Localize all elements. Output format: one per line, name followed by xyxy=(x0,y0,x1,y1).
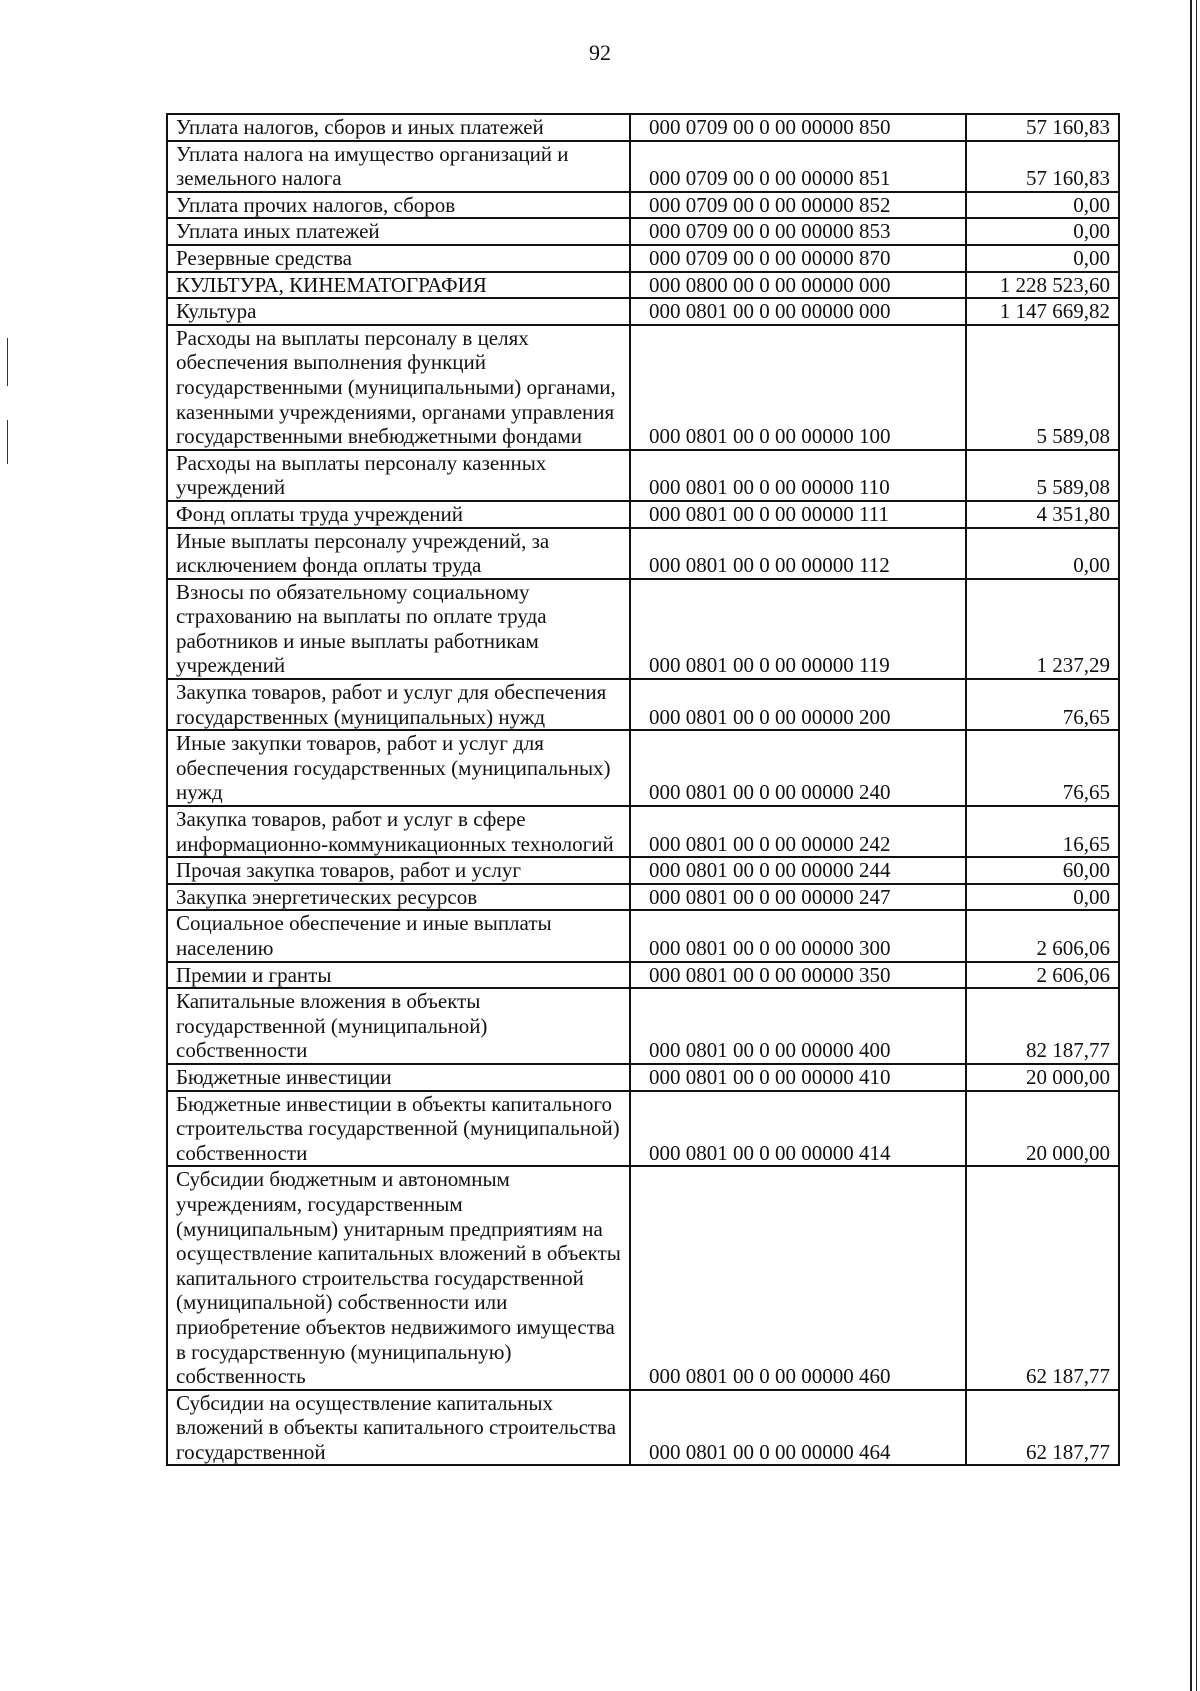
row-amount-cell: 60,00 xyxy=(966,857,1119,884)
table-row xyxy=(167,192,1119,219)
row-code-cell: 000 0801 00 0 00 00000 119 xyxy=(630,579,966,679)
table-row xyxy=(167,501,1119,528)
scan-edge-line xyxy=(1196,0,1197,1691)
table-row xyxy=(167,1390,1119,1466)
table-row xyxy=(167,325,1119,450)
row-name-cell: Закупка товаров, работ и услуг для обеспечения государственных (муниципальных) нужд xyxy=(167,679,630,730)
row-code-cell: 000 0801 00 0 00 00000 240 xyxy=(630,730,966,806)
row-code-cell: 000 0801 00 0 00 00000 244 xyxy=(630,857,966,884)
row-name-cell: Уплата иных платежей xyxy=(167,218,630,245)
budget-table xyxy=(166,113,1120,1466)
table-row xyxy=(167,114,1119,141)
row-amount-cell: 5 589,08 xyxy=(966,325,1119,450)
row-name-cell: Расходы на выплаты персоналу казенных учреждений xyxy=(167,450,630,501)
row-name-cell: Иные выплаты персоналу учреждений, за исключением фонда оплаты труда xyxy=(167,528,630,579)
row-name-cell: Бюджетные инвестиции xyxy=(167,1064,630,1091)
row-name-cell: Резервные средства xyxy=(167,245,630,272)
row-amount-cell: 57 160,83 xyxy=(966,141,1119,192)
row-amount-cell: 0,00 xyxy=(966,192,1119,219)
row-amount-cell: 76,65 xyxy=(966,730,1119,806)
page-number: 92 xyxy=(589,40,611,65)
row-amount-cell: 5 589,08 xyxy=(966,450,1119,501)
row-name-cell: Уплата налогов, сборов и иных платежей xyxy=(167,114,630,141)
row-amount-cell: 0,00 xyxy=(966,528,1119,579)
table-row xyxy=(167,910,1119,961)
row-code-cell: 000 0801 00 0 00 00000 100 xyxy=(630,325,966,450)
table-row xyxy=(167,218,1119,245)
table-row xyxy=(167,1166,1119,1389)
scan-mark xyxy=(7,338,8,386)
row-amount-cell: 2 606,06 xyxy=(966,962,1119,989)
row-name-cell: Бюджетные инвестиции в объекты капитального строительства государственной (муниципальной) собственности xyxy=(167,1091,630,1167)
row-code-cell: 000 0801 00 0 00 00000 300 xyxy=(630,910,966,961)
row-name-cell: Прочая закупка товаров, работ и услуг xyxy=(167,857,630,884)
row-amount-cell: 0,00 xyxy=(966,245,1119,272)
row-code-cell: 000 0801 00 0 00 00000 200 xyxy=(630,679,966,730)
row-name-cell: Расходы на выплаты персоналу в целях обеспечения выполнения функций государственными (муниципальными) органами, казенными учреждениями, органами управления государственными внебюджетными фондами xyxy=(167,325,630,450)
table-row xyxy=(167,141,1119,192)
row-name-cell: Премии и гранты xyxy=(167,962,630,989)
row-code-cell: 000 0709 00 0 00 00000 850 xyxy=(630,114,966,141)
row-amount-cell: 20 000,00 xyxy=(966,1091,1119,1167)
row-code-cell: 000 0801 00 0 00 00000 242 xyxy=(630,806,966,857)
row-amount-cell: 16,65 xyxy=(966,806,1119,857)
row-code-cell: 000 0801 00 0 00 00000 000 xyxy=(630,298,966,325)
row-amount-cell: 1 237,29 xyxy=(966,579,1119,679)
row-code-cell: 000 0801 00 0 00 00000 112 xyxy=(630,528,966,579)
row-amount-cell: 57 160,83 xyxy=(966,114,1119,141)
table-row xyxy=(167,450,1119,501)
table-row xyxy=(167,298,1119,325)
row-name-cell: Закупка энергетических ресурсов xyxy=(167,884,630,911)
table-row xyxy=(167,988,1119,1064)
table-row xyxy=(167,1091,1119,1167)
table-row xyxy=(167,272,1119,299)
row-name-cell: Социальное обеспечение и иные выплаты населению xyxy=(167,910,630,961)
row-amount-cell: 62 187,77 xyxy=(966,1390,1119,1466)
row-code-cell: 000 0801 00 0 00 00000 247 xyxy=(630,884,966,911)
row-name-cell: Субсидии бюджетным и автономным учреждениям, государственным (муниципальным) унитарным предприятиям на осуществление капитальных вложений в объекты капитального строительства государственной (муниципальной) собственности или приобретение объектов недвижимого имущества в государственную (муниципальную) собственность xyxy=(167,1166,630,1389)
row-name-cell: Капитальные вложения в объекты государственной (муниципальной) собственности xyxy=(167,988,630,1064)
row-code-cell: 000 0801 00 0 00 00000 111 xyxy=(630,501,966,528)
row-amount-cell: 82 187,77 xyxy=(966,988,1119,1064)
row-amount-cell: 2 606,06 xyxy=(966,910,1119,961)
row-amount-cell: 1 228 523,60 xyxy=(966,272,1119,299)
row-code-cell: 000 0801 00 0 00 00000 110 xyxy=(630,450,966,501)
row-name-cell: Уплата налога на имущество организаций и земельного налога xyxy=(167,141,630,192)
table-row xyxy=(167,884,1119,911)
row-name-cell: Уплата прочих налогов, сборов xyxy=(167,192,630,219)
row-code-cell: 000 0801 00 0 00 00000 350 xyxy=(630,962,966,989)
table-row xyxy=(167,528,1119,579)
table-row xyxy=(167,679,1119,730)
row-code-cell: 000 0801 00 0 00 00000 460 xyxy=(630,1166,966,1389)
row-code-cell: 000 0709 00 0 00 00000 851 xyxy=(630,141,966,192)
row-code-cell: 000 0709 00 0 00 00000 852 xyxy=(630,192,966,219)
table-row xyxy=(167,962,1119,989)
table-row xyxy=(167,730,1119,806)
row-name-cell: Фонд оплаты труда учреждений xyxy=(167,501,630,528)
row-name-cell: Закупка товаров, работ и услуг в сфере информационно-коммуникационных технологий xyxy=(167,806,630,857)
row-code-cell: 000 0801 00 0 00 00000 410 xyxy=(630,1064,966,1091)
table-row xyxy=(167,806,1119,857)
row-code-cell: 000 0801 00 0 00 00000 414 xyxy=(630,1091,966,1167)
row-code-cell: 000 0801 00 0 00 00000 464 xyxy=(630,1390,966,1466)
table-row xyxy=(167,1064,1119,1091)
row-code-cell: 000 0709 00 0 00 00000 870 xyxy=(630,245,966,272)
budget-table-body xyxy=(167,114,1119,1465)
row-code-cell: 000 0801 00 0 00 00000 400 xyxy=(630,988,966,1064)
table-row xyxy=(167,857,1119,884)
table-row xyxy=(167,579,1119,679)
row-amount-cell: 20 000,00 xyxy=(966,1064,1119,1091)
row-amount-cell: 1 147 669,82 xyxy=(966,298,1119,325)
row-code-cell: 000 0800 00 0 00 00000 000 xyxy=(630,272,966,299)
scan-edge-line xyxy=(1190,0,1192,1691)
scan-mark xyxy=(7,420,8,464)
table-row xyxy=(167,245,1119,272)
row-name-cell: КУЛЬТУРА, КИНЕМАТОГРАФИЯ xyxy=(167,272,630,299)
row-name-cell: Иные закупки товаров, работ и услуг для обеспечения государственных (муниципальных) нужд xyxy=(167,730,630,806)
row-name-cell: Культура xyxy=(167,298,630,325)
row-name-cell: Взносы по обязательному социальному страхованию на выплаты по оплате труда работников и иные выплаты работникам учреждений xyxy=(167,579,630,679)
row-amount-cell: 0,00 xyxy=(966,218,1119,245)
row-amount-cell: 4 351,80 xyxy=(966,501,1119,528)
row-code-cell: 000 0709 00 0 00 00000 853 xyxy=(630,218,966,245)
row-amount-cell: 76,65 xyxy=(966,679,1119,730)
row-name-cell: Субсидии на осуществление капитальных вложений в объекты капитального строительства государственной xyxy=(167,1390,630,1466)
row-amount-cell: 62 187,77 xyxy=(966,1166,1119,1389)
row-amount-cell: 0,00 xyxy=(966,884,1119,911)
